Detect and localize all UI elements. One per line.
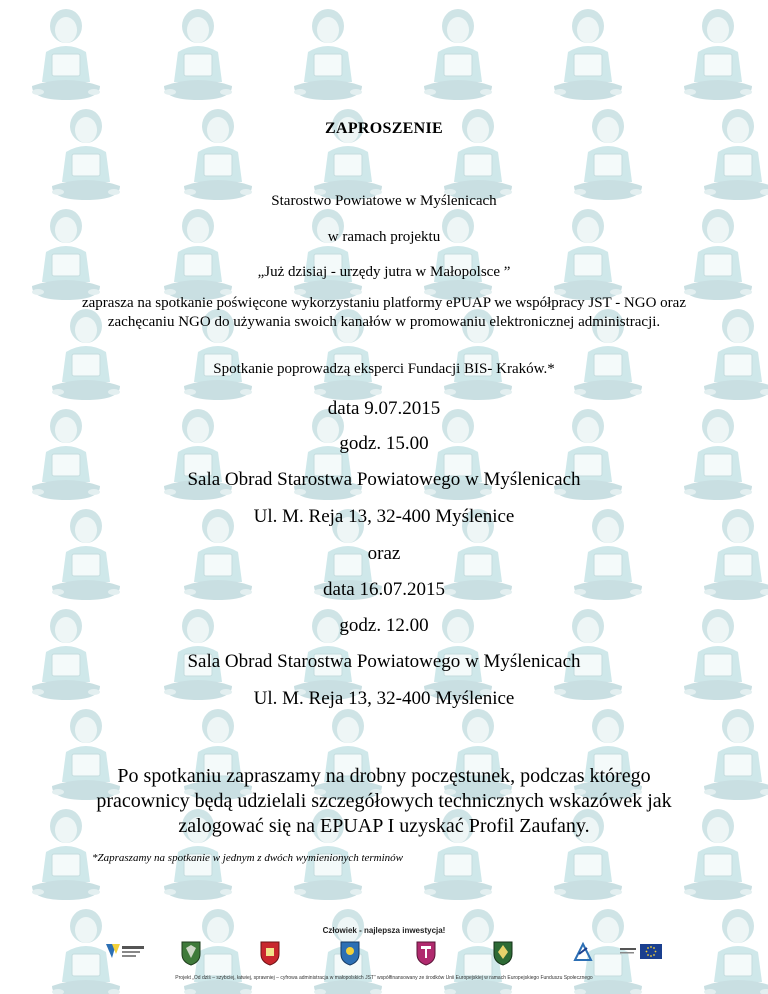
meeting2-venue: Sala Obrad Starostwa Powiatowego w Myślenicach [187, 651, 581, 672]
kapital-ludzki-logo [104, 940, 146, 962]
coat-of-arms-icon [180, 940, 202, 966]
footer-slogan: Człowiek - najlepsza inwestycja! [322, 926, 446, 935]
meeting2-address: Ul. M. Reja 13, 32-400 Myślenice [253, 688, 515, 709]
meeting2-date: data 16.07.2015 [323, 579, 445, 600]
footer-logos [0, 940, 768, 970]
meeting1-venue: Sala Obrad Starostwa Powiatowego w Myślenicach [187, 469, 581, 490]
organizer-name: Starostwo Powiatowe w Myślenicach [271, 193, 497, 209]
coat-of-arms-icon [415, 940, 437, 966]
eu-flag-icon [620, 940, 664, 962]
project-intro: w ramach projektu [327, 229, 441, 245]
coat-of-arms-icon [492, 940, 514, 966]
invitation-paragraph: zaprasza na spotkanie poświęcone wykorzystaniu platformy ePUAP we współpracy JST - NGO oraz zachęcaniu NGO do używania swoich kanałów w promowaniu elektronicznej administracji. [81, 295, 686, 330]
coat-of-arms-icon [259, 940, 281, 966]
closing-paragraph: Po spotkaniu zapraszamy na drobny poczęstunek, podczas którego pracownicy będą udzielali szczegółowych technicznych wskazówek jak zalogować się na EPUAP I uzyskać Profil Zaufany. [96, 765, 672, 837]
project-name: „Już dzisiaj - urzędy jutra w Małopolsce ” [257, 264, 511, 280]
conjunction-text: oraz [367, 543, 401, 564]
coat-of-arms-icon [339, 940, 361, 966]
meeting1-address: Ul. M. Reja 13, 32-400 Myślenice [253, 506, 515, 527]
meeting1-date: data 9.07.2015 [327, 398, 441, 419]
footer-project-line: Projekt „Od dziś – szybciej, łatwiej, sprawniej – cyfrowa administracja w małopolskich JST” współfinansowany ze środków Unii Europejskiej w ramach Europejskiego Funduszu Społecznego [175, 975, 593, 981]
footnote: *Zapraszamy na spotkanie w jednym z dwóch wymienionych terminów [92, 852, 404, 864]
meeting1-time: godz. 15.00 [339, 433, 429, 454]
region-logo [571, 940, 595, 964]
meeting2-time: godz. 12.00 [339, 615, 429, 636]
invitation-title: ZAPROSZENIE [325, 120, 443, 137]
experts-note: Spotkanie poprowadzą eksperci Fundacji BIS- Kraków.* [213, 361, 555, 377]
